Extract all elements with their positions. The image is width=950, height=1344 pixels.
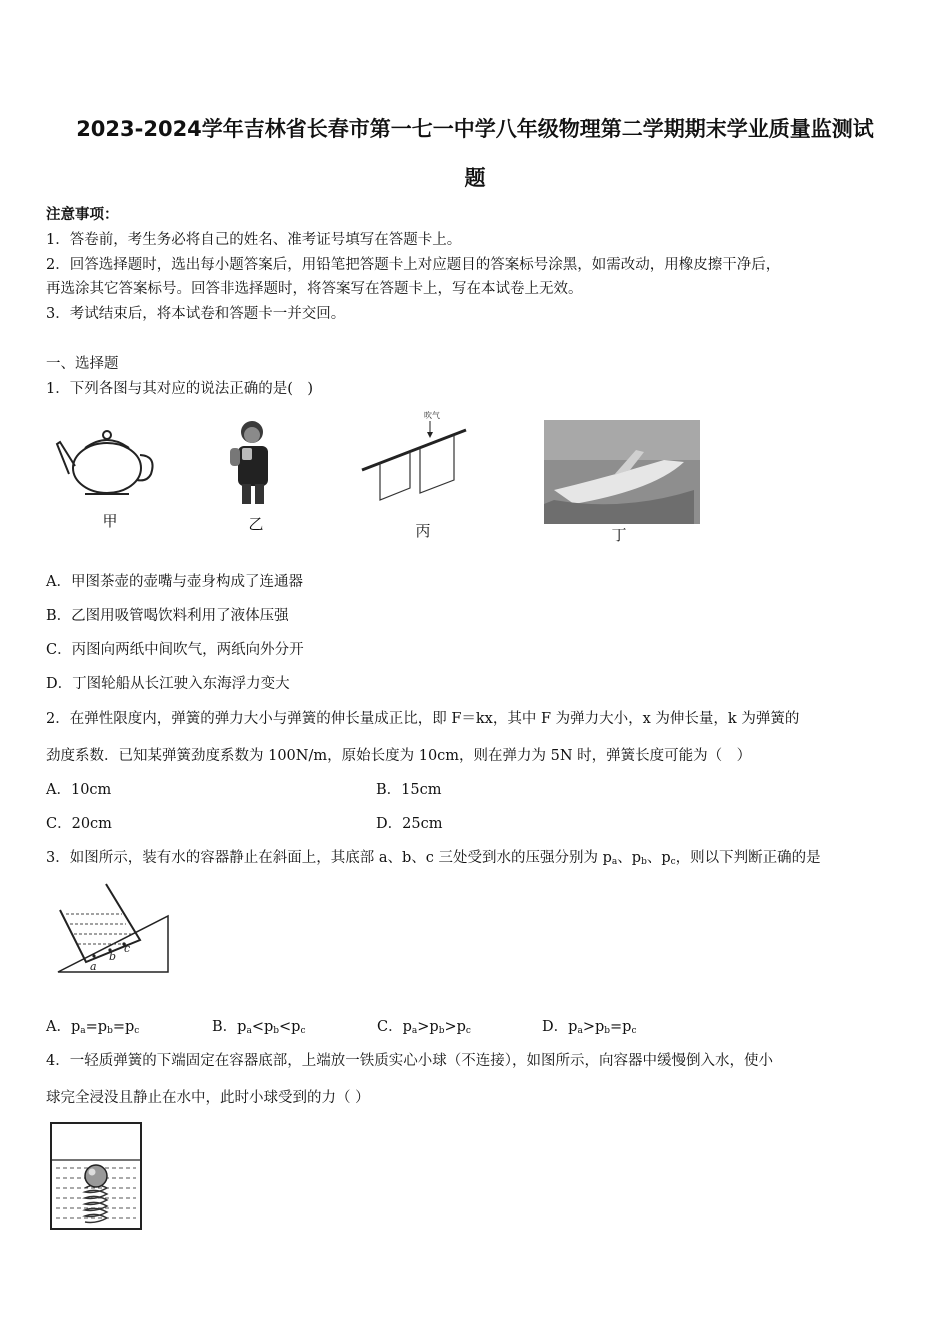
q2-option-c: C．20cm [46, 816, 112, 832]
section-heading: 一、选择题 [46, 356, 119, 372]
q3-option-d: D．$p_a>p_b=p_c$ [542, 1019, 637, 1036]
notice-item-1: 1．答卷前，考生务必将自己的姓名、准考证号填写在答题卡上。 [46, 232, 462, 248]
notice-heading: 注意事项： [46, 206, 119, 223]
notice-item-2: 2．回答选择题时，选出每小题答案后，用铅笔把答题卡上对应题目的答案标号涂黑，如需改动，用橡皮擦干净后， [46, 257, 781, 273]
two-papers-figure [358, 408, 470, 513]
teapot-figure [55, 420, 160, 500]
figure-label-ding: 丁 [611, 526, 627, 544]
figure-label-yi: 乙 [248, 515, 264, 533]
notice-item-3: 3．考试结束后，将本试卷和答题卡一并交回。 [46, 306, 346, 322]
notice-item-2-cont: 再选涂其它答案标号。回答非选择题时，将答案写在答题卡上，写在本试卷上无效。 [46, 281, 583, 297]
q3-stem: 3．如图所示，装有水的容器静止在斜面上，其底部 a、b、c 三处受到水的压强分别为 $p_a$、$p_b$、$p_c$，则以下判断正确的是 [46, 850, 821, 867]
q2-stem-line2: 劲度系数．已知某弹簧劲度系数为 100N/m，原始长度为 10cm，则在弹力为 5N 时，弹簧长度可能为（ ） [46, 748, 752, 764]
q2-stem-line1: 2．在弹性限度内，弹簧的弹力大小与弹簧的伸长量成正比，即 F＝kx，其中 F 为弹力大小，x 为伸长量，k 为弹簧的 [46, 711, 800, 727]
q2-option-a: A．10cm [46, 782, 112, 798]
exam-title-line1: 2023-2024学年吉林省长春市第一七一中学八年级物理第二学期期末学业质量监测试 [76, 117, 874, 141]
q1-option-d: D．丁图轮船从长江驶入东海浮力变大 [46, 676, 290, 692]
incline-container-figure [56, 882, 172, 974]
exam-title-line2: 题 [464, 166, 486, 190]
q1-option-c: C．丙图向两纸中间吹气，两纸向外分开 [46, 642, 304, 658]
q3-option-b: B．$p_a<p_b<p_c$ [212, 1019, 306, 1036]
point-c-label: c [124, 942, 131, 955]
q1-option-a: A．甲图茶壶的壶嘴与壶身构成了连通器 [46, 574, 303, 590]
point-a-label: a [90, 960, 97, 973]
blow-caption: 吹气 [424, 411, 440, 420]
q1-option-b: B．乙图用吸管喝饮料利用了液体压强 [46, 608, 289, 624]
figure-label-bing: 丙 [415, 522, 431, 540]
figure-label-jia: 甲 [102, 512, 118, 530]
boy-drinking-figure [224, 418, 284, 508]
q2-option-b: B．15cm [376, 782, 442, 798]
spring-ball-figure [50, 1122, 144, 1232]
q3-option-a: A．$p_a=p_b=p_c$ [46, 1019, 140, 1036]
q4-stem-line1: 4．一轻质弹簧的下端固定在容器底部，上端放一铁质实心小球（不连接），如图所示，向容器中缓慢倒入水，使小 [46, 1053, 773, 1069]
q1-stem: 1．下列各图与其对应的说法正确的是( ) [46, 381, 314, 397]
q2-option-d: D．25cm [376, 816, 443, 832]
q4-stem-line2: 球完全浸没且静止在水中，此时小球受到的力（ ） [46, 1090, 370, 1106]
ship-photo-figure [544, 420, 700, 524]
q3-option-c: C．$p_a>p_b>p_c$ [377, 1019, 471, 1036]
point-b-label: b [109, 950, 117, 963]
